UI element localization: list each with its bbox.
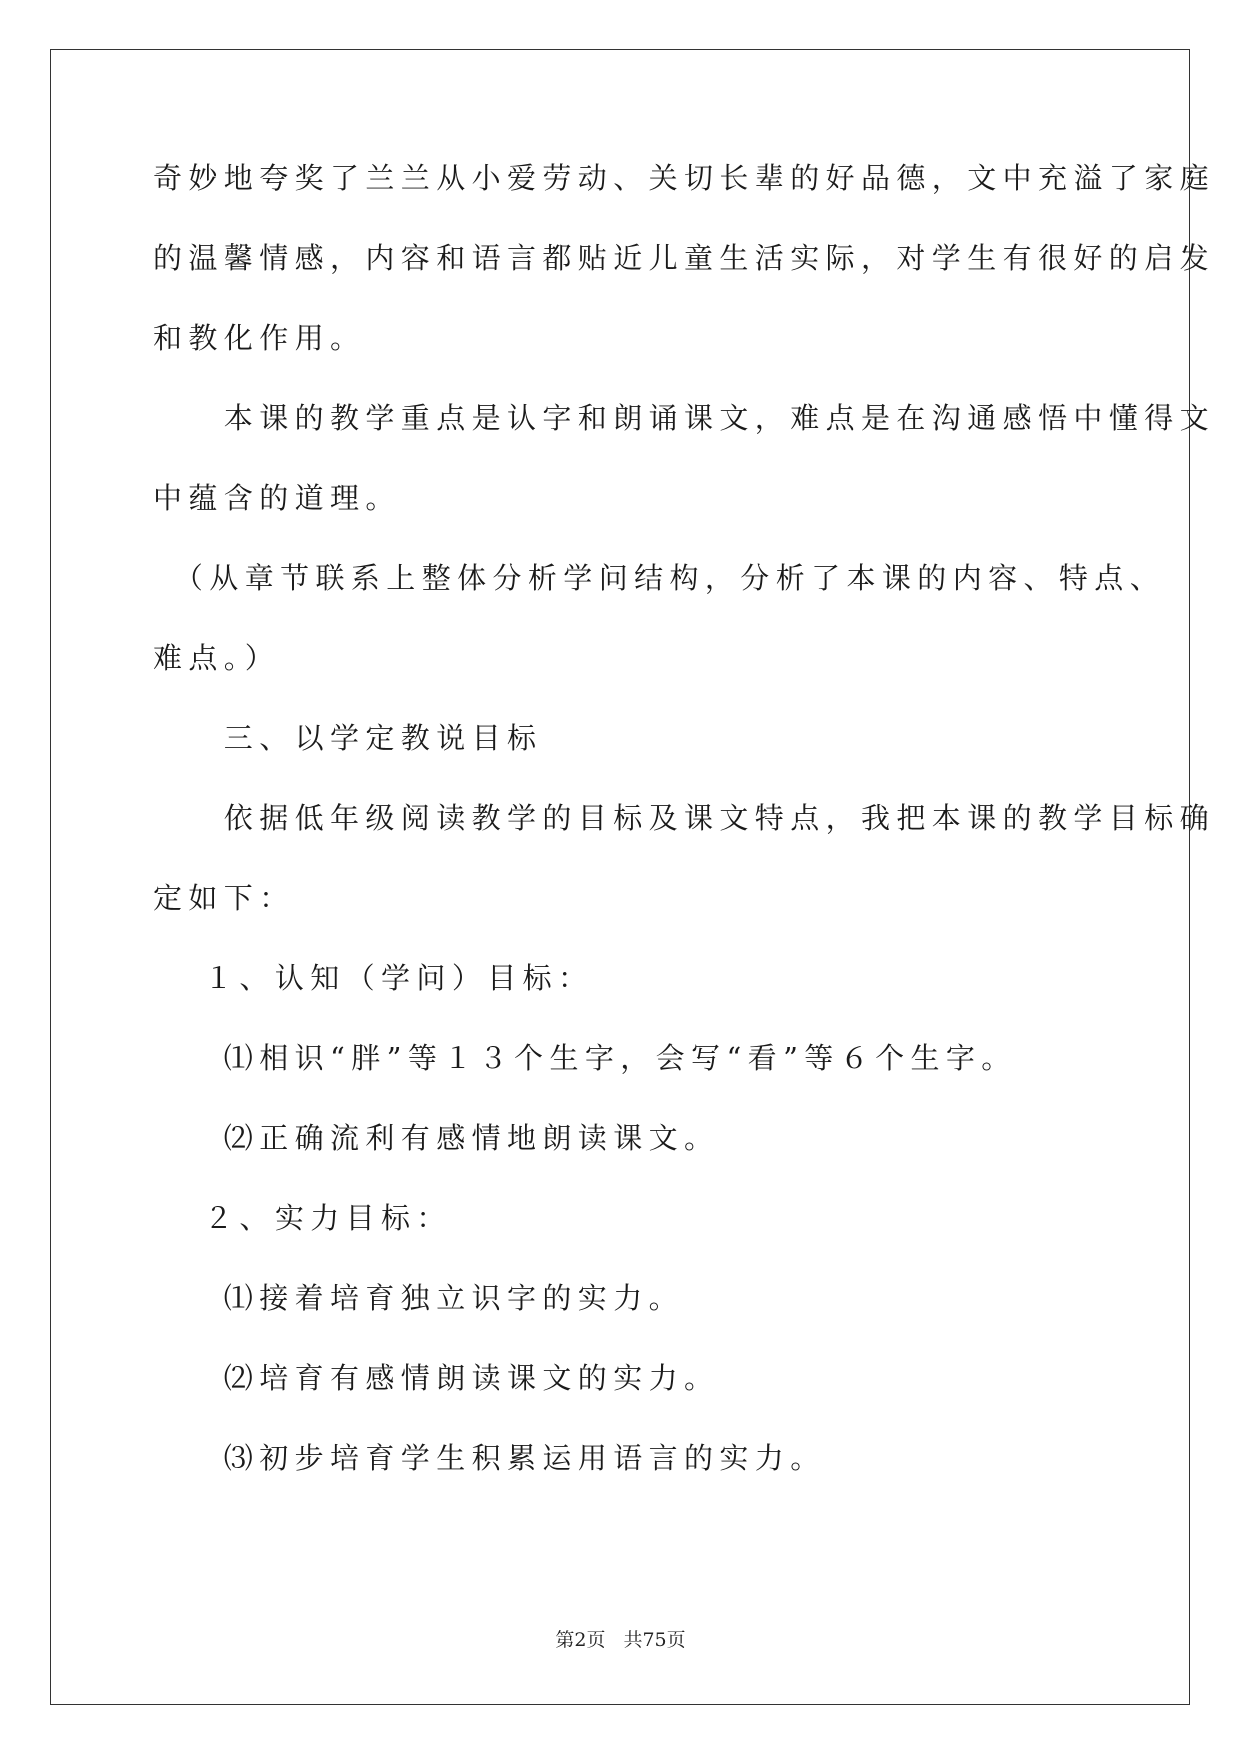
page-total: 共75页 xyxy=(623,1629,686,1651)
list-item: ⑶初步培育学生积累运用语言的实力。 xyxy=(153,1441,826,1475)
text-line-6: （从章节联系上整体分析学问结构，分析了本课的内容、特点、 xyxy=(153,561,1166,595)
text-line-9: 依据低年级阅读教学的目标及课文特点，我把本课的教学目标确 xyxy=(153,801,1216,835)
section-heading: 三、以学定教说目标 xyxy=(153,721,543,755)
list-item: ⑵培育有感情朗读课文的实力。 xyxy=(153,1361,720,1395)
list-item: ⑴接着培育独立识字的实力。 xyxy=(153,1281,685,1315)
page-number: 第2页 xyxy=(555,1629,606,1651)
page-footer xyxy=(0,1628,1241,1652)
text-line-3: 和教化作用。 xyxy=(153,321,366,355)
text-line-10: 定如下： xyxy=(153,881,295,915)
subheading-cognitive-goals: １、认知（学问）目标： xyxy=(153,961,594,995)
text-line-4: 本课的教学重点是认字和朗诵课文，难点是在沟通感悟中懂得文 xyxy=(153,401,1216,435)
text-line-1: 奇妙地夸奖了兰兰从小爱劳动、关切长辈的好品德，文中充溢了家庭 xyxy=(153,161,1216,195)
subheading-ability-goals: ２、实力目标： xyxy=(153,1201,452,1235)
text-line-5: 中蕴含的道理。 xyxy=(153,481,401,515)
list-item: ⑴相识“胖”等１３个生字，会写“看”等６个生字。 xyxy=(153,1041,1017,1075)
text-line-2: 的温馨情感，内容和语言都贴近儿童生活实际，对学生有很好的启发 xyxy=(153,241,1216,275)
text-line-7: 难点。） xyxy=(153,641,281,675)
list-item: ⑵正确流利有感情地朗读课文。 xyxy=(153,1121,720,1155)
